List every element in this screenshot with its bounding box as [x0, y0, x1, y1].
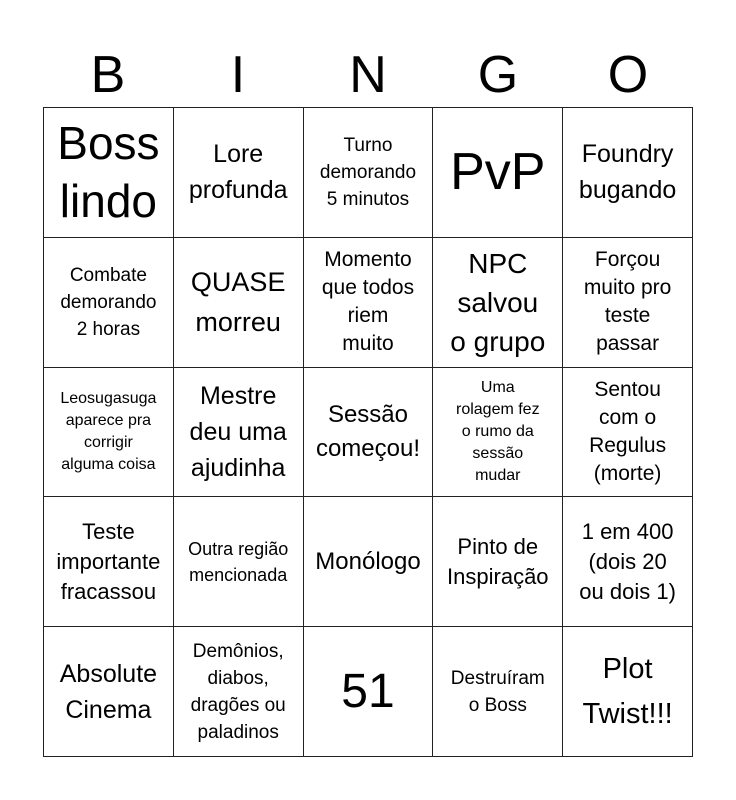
bingo-cell[interactable]: Turno demorando 5 minutos	[304, 108, 434, 238]
bingo-cell[interactable]: Outra região mencionada	[174, 497, 304, 627]
header-letter-g: G	[477, 46, 519, 104]
bingo-cell[interactable]: Mestre deu uma ajudinha	[174, 368, 304, 498]
bingo-cell[interactable]: 51	[304, 627, 434, 757]
bingo-cell[interactable]: Plot Twist!!!	[563, 627, 693, 757]
bingo-cell[interactable]: Forçou muito pro teste passar	[563, 238, 693, 368]
bingo-cell[interactable]: Demônios, diabos, dragões ou paladinos	[174, 627, 304, 757]
header-letter-n: N	[349, 46, 387, 104]
bingo-cell[interactable]: Sentou com o Regulus (morte)	[563, 368, 693, 498]
header-letter-o: O	[607, 46, 649, 104]
bingo-cell[interactable]: Boss lindo	[44, 108, 174, 238]
bingo-cell[interactable]: Uma rolagem fez o rumo da sessão mudar	[433, 368, 563, 498]
bingo-cell[interactable]: QUASE morreu	[174, 238, 304, 368]
bingo-cell[interactable]: Sessão começou!	[304, 368, 434, 498]
bingo-cell[interactable]: Monólogo	[304, 497, 434, 627]
bingo-cell[interactable]: Pinto de Inspiração	[433, 497, 563, 627]
bingo-card-grid	[43, 107, 693, 757]
bingo-cell[interactable]: 1 em 400 (dois 20 ou dois 1)	[563, 497, 693, 627]
bingo-cell[interactable]: PvP	[433, 108, 563, 238]
bingo-cell[interactable]: Destruíram o Boss	[433, 627, 563, 757]
bingo-cell[interactable]: Teste importante fracassou	[44, 497, 174, 627]
bingo-cell[interactable]: Absolute Cinema	[44, 627, 174, 757]
bingo-cell[interactable]: NPC salvou o grupo	[433, 238, 563, 368]
bingo-cell[interactable]: Combate demorando 2 horas	[44, 238, 174, 368]
bingo-cell[interactable]: Foundry bugando	[563, 108, 693, 238]
header-letter-b: B	[90, 46, 126, 104]
bingo-cell[interactable]: Momento que todos riem muito	[304, 238, 434, 368]
bingo-cell[interactable]: Leosugasuga aparece pra corrigir alguma coisa	[44, 368, 174, 498]
bingo-header	[43, 42, 693, 108]
header-letter-i: I	[230, 46, 246, 104]
bingo-cell[interactable]: Lore profunda	[174, 108, 304, 238]
